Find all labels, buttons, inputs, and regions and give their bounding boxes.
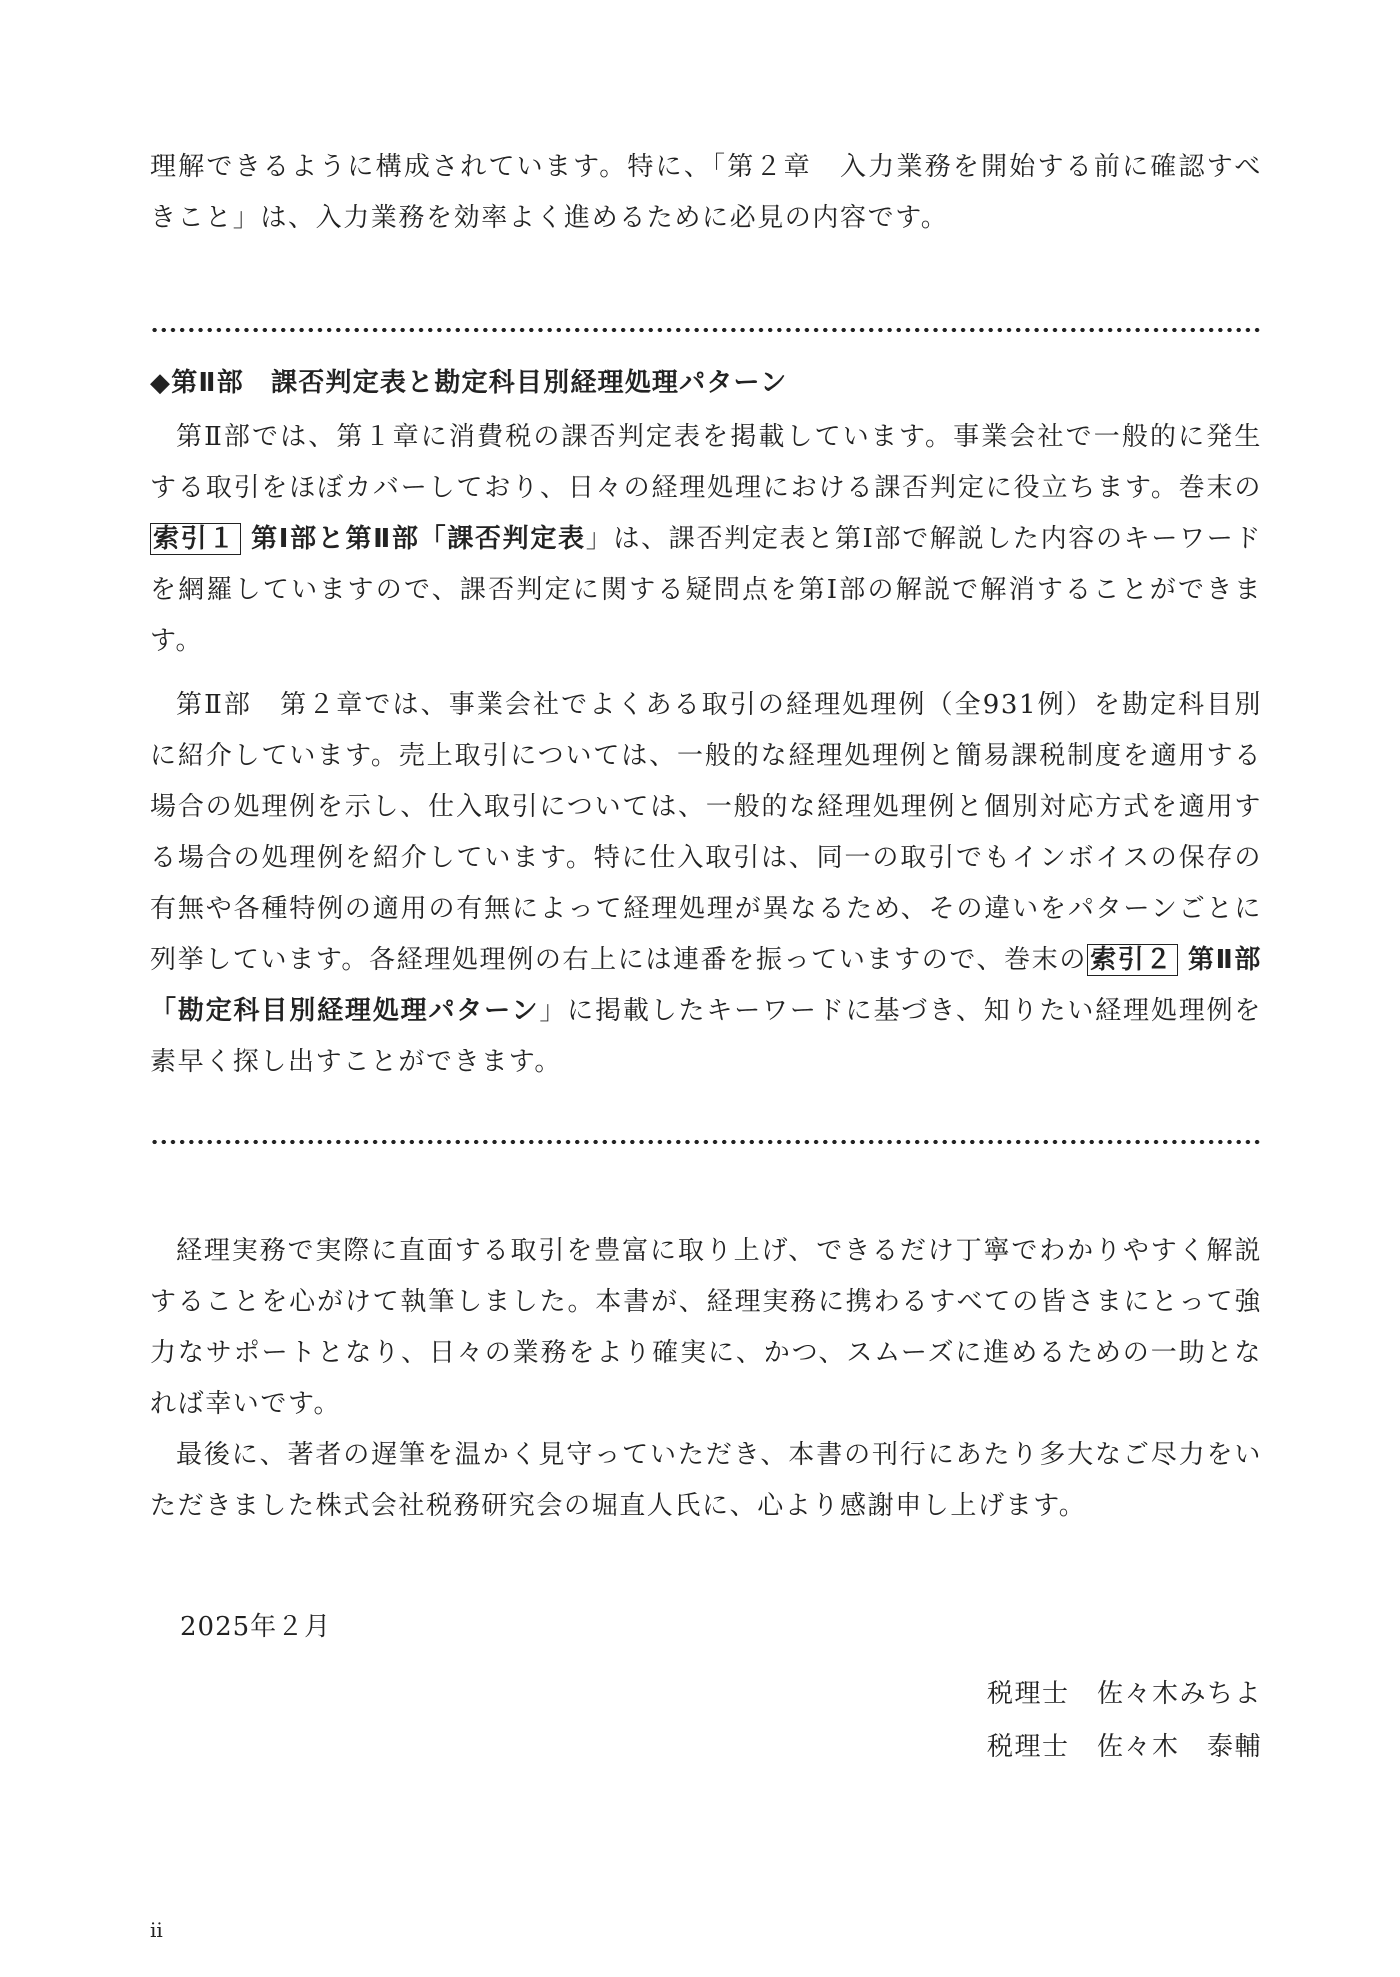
part2-paragraph-2 — [150, 680, 1262, 1088]
paragraph-text: 」に掲載したキーワードに基づき、知りたい経理処理例を素早く探し出すことができます。 — [150, 996, 1262, 1077]
publication-date: 2025年２月 — [180, 1612, 332, 1642]
paragraph-text: 第Ⅱ部では、第１章に消費税の課否判定表を掲載しています。事業会社で一般的に発生する取引をほぼカバーしており、日々の経理処理における課否判定に役立ちます。巻末の — [150, 422, 1262, 503]
index-box-2: 索引２ — [1087, 944, 1178, 976]
index-title-2: 第Ⅱ部「勘定科目別経理処理パターン — [150, 945, 1262, 1026]
section-heading: ◆第Ⅱ部 課否判定表と勘定科目別経理処理パターン — [150, 368, 788, 398]
closing-paragraph-2: 最後に、著者の遅筆を温かく見守っていただき、本書の刊行にあたり多大なご尽力をいただきました株式会社税務研究会の堀直人氏に、心より感謝申し上げます。 — [150, 1440, 1262, 1521]
author-2: 税理士 佐々木 泰輔 — [986, 1732, 1262, 1762]
dotted-divider-top — [150, 327, 1262, 333]
paragraph-text: 」は、課否判定表と第Ⅰ部で解説した内容のキーワードを網羅していますので、課否判定に関する疑問点を第Ⅰ部の解説で解消することができます。 — [150, 524, 1262, 656]
author-1: 税理士 佐々木みちよ — [986, 1679, 1262, 1709]
index-title-1: 第Ⅰ部と第Ⅱ部「課否判定表 — [251, 524, 586, 554]
dotted-divider-bottom — [150, 1139, 1262, 1145]
closing-paragraph-1: 経理実務で実際に直面する取引を豊富に取り上げ、できるだけ丁寧でわかりやすく解説することを心がけて執筆しました。本書が、経理実務に携わるすべての皆さまにとって強力なサポートとなり、日々の業務をより確実に、かつ、スムーズに進めるための一助となれば幸いです。 — [150, 1236, 1262, 1419]
part2-paragraph-1 — [150, 412, 1262, 667]
intro-paragraph: 理解できるように構成されています。特に、「第２章 入力業務を開始する前に確認すべきこと」は、入力業務を効率よく進めるために必見の内容です。 — [150, 152, 1262, 233]
index-box-1: 索引１ — [150, 523, 241, 555]
paragraph-text: 第Ⅱ部 第２章では、事業会社でよくある取引の経理処理例（全931例）を勘定科目別に紹介しています。売上取引については、一般的な経理処理例と簡易課税制度を適用する場合の処理例を示し、仕入取引については、一般的な経理処理例と個別対応方式を適用する場合の処理例を紹介しています。特に仕入取引は、同一の取引でもインボイスの保存の有無や各種特例の適用の有無によって経理処理が異なるため、その違いをパターンごとに列挙しています。各経理処理例の右上には連番を振っていますので、巻末の — [150, 690, 1262, 975]
page-number: ii — [150, 1918, 163, 1942]
